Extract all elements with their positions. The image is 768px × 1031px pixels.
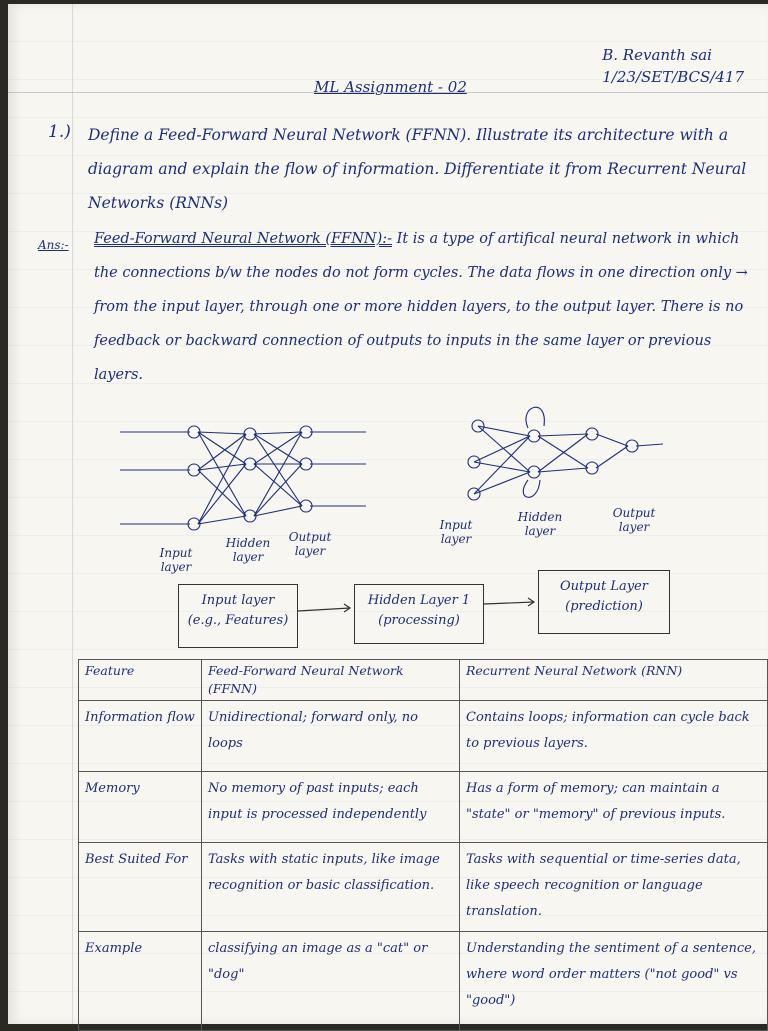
row-feature: Memory [79, 772, 202, 843]
flow-arrow-1 [298, 608, 350, 611]
row-rnn: Understanding the sentiment of a sentence, where word order matters ("not good" vs "good") [460, 932, 768, 1031]
row-rnn: Has a form of memory; can maintain a "state" or "memory" of previous inputs. [460, 772, 768, 843]
header-ffnn: Feed-Forward Neural Network (FFNN) [202, 660, 460, 701]
row-ffnn: Unidirectional; forward only, no loops [202, 701, 460, 772]
answer-body: It is a type of artifical neural network in which the connections b/w the nodes do not form cycles. The data flows in one direction only → from the input layer, through one or more hidden layers, to the output layer. There is no feedback or backward connection of outputs to inputs in the same layer or previous layers. [94, 231, 748, 383]
table-row [79, 932, 768, 1031]
answer-tag: Ans:- [38, 238, 69, 252]
question-text: Define a Feed-Forward Neural Network (FFNN). Illustrate its architecture with a diagram and explain the flow of information. Differentiate it from Recurrent Neural Networks (RNNs) [88, 126, 747, 212]
row-feature: Information flow [79, 701, 202, 772]
ffnn-hidden-label: Hidden layer [225, 536, 271, 564]
flow-box-output-subtitle: (prediction) [565, 599, 643, 614]
row-feature: Example [79, 932, 202, 1031]
flow-box-input-subtitle: (e.g., Features) [187, 613, 289, 628]
table-header-row [79, 660, 768, 701]
row-feature: Best Suited For [79, 843, 202, 932]
row-ffnn: classifying an image as a "cat" or "dog" [202, 932, 460, 1031]
rnn-input-label: Input layer [439, 518, 473, 546]
author-name: B. Revanth sai [602, 46, 712, 64]
ffnn-input-label: Input layer [159, 546, 193, 574]
row-ffnn: No memory of past inputs; each input is processed independently [202, 772, 460, 843]
row-rnn: Contains loops; information can cycle back to previous layers. [460, 701, 768, 772]
table-row [79, 843, 768, 932]
header-feature: Feature [79, 660, 202, 701]
flow-arrow-2 [484, 602, 534, 604]
flow-box-hidden-subtitle: (processing) [378, 613, 460, 628]
rnn-output-label: Output layer [612, 506, 656, 534]
flow-box-hidden-title: Hidden Layer 1 [367, 593, 471, 608]
answer-heading: Feed-Forward Neural Network (FFNN):- [94, 231, 393, 247]
header-rnn: Recurrent Neural Network (RNN) [460, 660, 768, 701]
table-row [79, 701, 768, 772]
rnn-hidden-label: Hidden layer [517, 510, 563, 538]
row-rnn: Tasks with sequential or time-series data, like speech recognition or language translation. [460, 843, 768, 932]
assignment-title: ML Assignment - 02 [314, 78, 467, 96]
ffnn-output-label: Output layer [288, 530, 332, 558]
flow-box-output-title: Output Layer [560, 579, 648, 594]
flow-box-input-title: Input layer [201, 593, 275, 608]
table-row [79, 772, 768, 843]
notebook-page [8, 4, 768, 1024]
question-number: 1.) [48, 122, 71, 142]
comparison-table [78, 659, 768, 1031]
row-ffnn: Tasks with static inputs, like image recognition or basic classification. [202, 843, 460, 932]
roll-number: 1/23/SET/BCS/417 [602, 68, 744, 86]
